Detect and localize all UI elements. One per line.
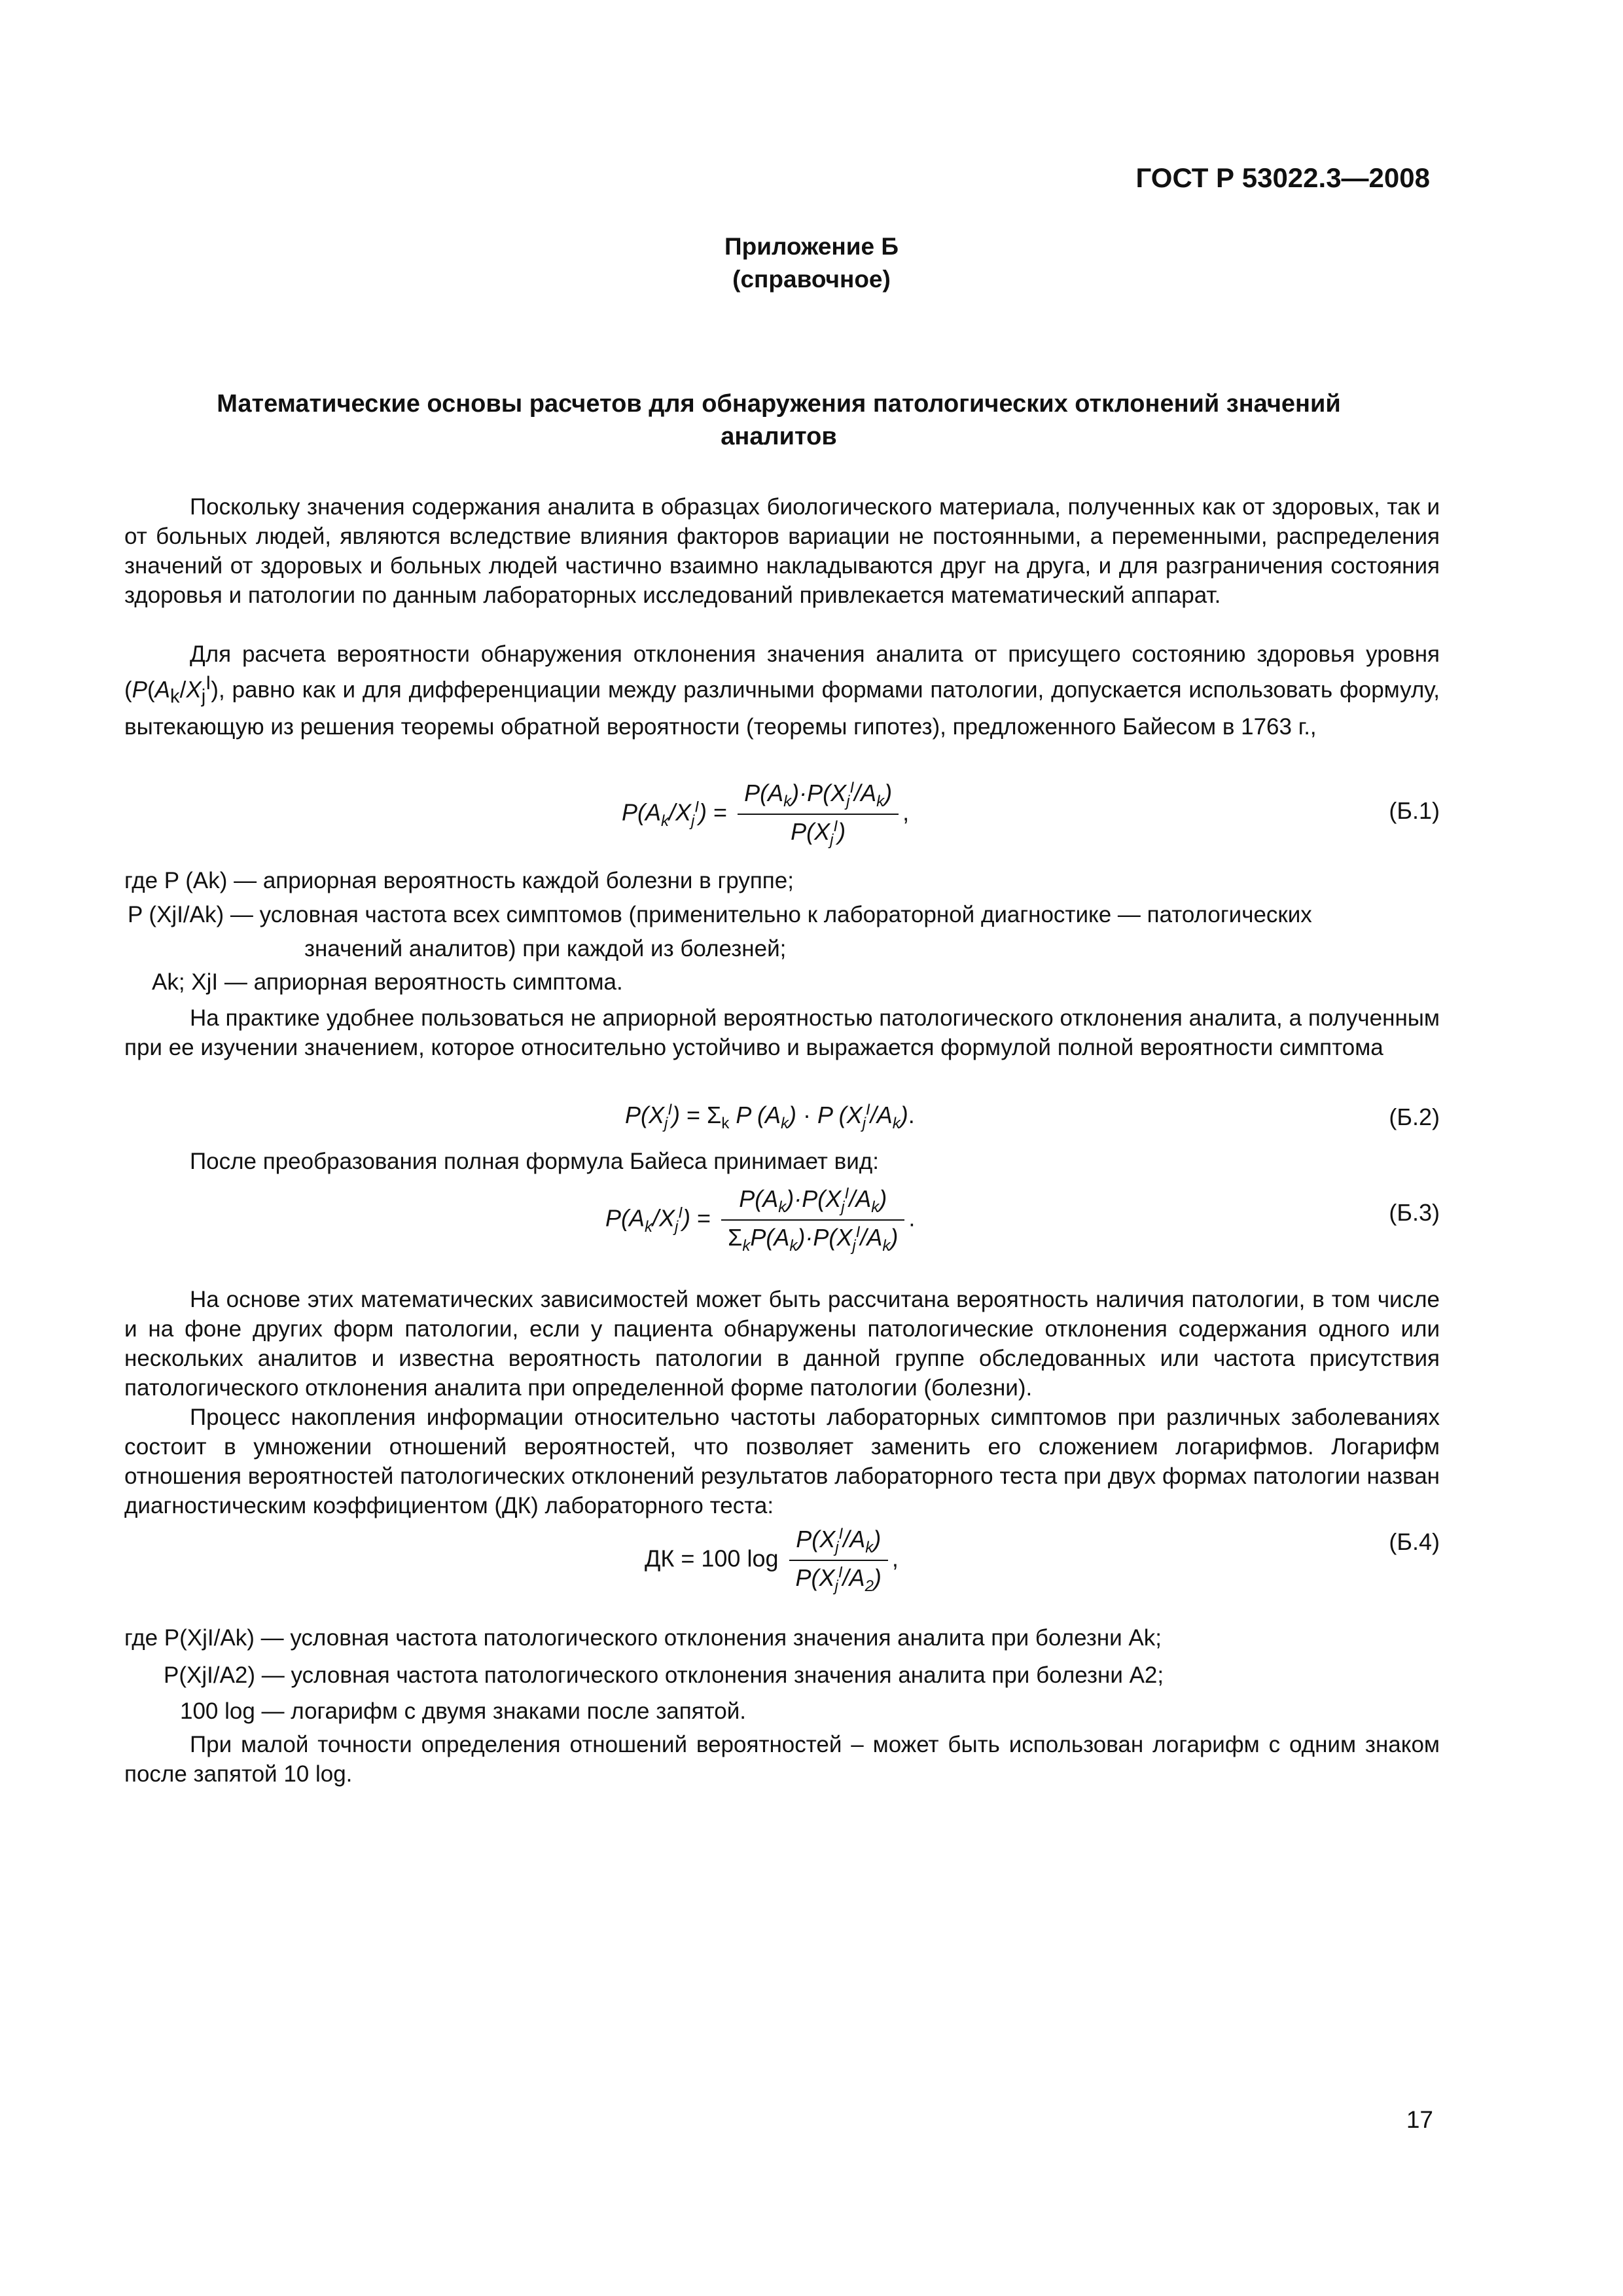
- formula-b4: ДК = 100 log $\frac{P(X_j^I/A_k)}{P(X_j^I/A_2)}$ ,: [645, 1525, 899, 1596]
- equation-number-b4: (Б.4): [1389, 1528, 1440, 1555]
- document-code: ГОСТ Р 53022.3—2008: [1135, 162, 1430, 193]
- section-title: Математические основы расчетов для обнаружения патологических отклонений значений аналитов: [217, 390, 1341, 450]
- paragraph-4: [124, 1147, 1440, 1176]
- formula-b4-fraction: $\frac{P(X_j^I/A_k)}{P(X_j^I/A_2)}$: [789, 1525, 888, 1596]
- paragraph-7-text: При малой точности определения отношений вероятностей – может быть использован логарифм с одним знаком после запятой 10 log.: [124, 1732, 1440, 1787]
- formula-b3: $P(A_k/X_j^I)$ = $\frac{P(A_k)\cdot P(X_j^I/A_k)}{\Sigma_kP(A_k)\cdot P(X_j^I/A_k)}$ .: [605, 1185, 916, 1255]
- paragraph-4-text: После преобразования полная формула Байеса принимает вид:: [190, 1149, 879, 1174]
- where-term-1: где P (Ak) — априорная вероятность каждой болезни в группе;: [124, 868, 794, 893]
- where2-term-2: P(XjI/A2) — условная частота патологического отклонения значения аналита при болезни A2;: [164, 1662, 1164, 1688]
- paragraph-2-start: Для расчета вероятности обнаружения отклонения значения аналита от присущего состоянию здоровья уровня (: [124, 641, 1440, 703]
- appendix-subtitle: (справочное): [732, 266, 891, 293]
- paragraph-5-text: На основе этих математических зависимостей может быть рассчитана вероятность наличия патологии, в том числе и на фоне других форм патологии, если у пациента обнаружены патологические отклонения содержания одного или нескольких аналитов и известна вероятность патологии в данной группе обследованных или частота присутствия патологического отклонения аналита при определенной форме патологии (болезни).: [124, 1287, 1440, 1401]
- paragraph-3-text: На практике удобнее пользоваться не априорной вероятностью патологического отклонения аналита, а полученным при ее изучении значением, которое относительно устойчиво и выражается формулой полной вероятности симптома: [124, 1005, 1440, 1060]
- paragraph-2-text: Для расчета вероятности обнаружения отклонения значения аналита от присущего состоянию здоровья уровня ($P(A_k/X_j^I)$, равно как и для дифференциации между различными формами патологии, допускается использовать формулу, вытекающую из решения теоремы обратной вероятности (теоремы гипотез), предложенного Байесом в 1763 г.,: [124, 641, 1440, 740]
- paragraph-3: [124, 1003, 1440, 1062]
- equation-number-b2: (Б.2): [1389, 1103, 1440, 1130]
- where2-term-3: 100 log — логарифм с двумя знаками после запятой.: [180, 1698, 746, 1724]
- formula-b3-fraction: $\frac{P(A_k)\cdot P(X_j^I/A_k)}{\Sigma_kP(A_k)\cdot P(X_j^I/A_k)}$: [721, 1185, 904, 1255]
- where-term-2-continued: значений аналитов) при каждой из болезней;: [304, 936, 787, 961]
- where-term-3: Ak; XjI — априорная вероятность симптома.: [152, 969, 623, 995]
- paragraph-1-text: Поскольку значения содержания аналита в образцах биологического материала, полученных как от здоровых, так и от больных людей, являются вследствие влияния факторов вариации не постоянными, а переменными, распределения значений от здоровых и больных людей частично взаимно накладываются друг на друга, и для разграничения состояния здоровья и патологии по данным лабораторных исследований привлекается математический аппарат.: [124, 494, 1440, 608]
- paragraph-6-text: Процесс накопления информации относительно частоты лабораторных симптомов при различных заболеваниях состоит в умножении отношений вероятностей, что позволяет заменить его сложением логарифмов. Логарифм отношения вероятностей патологических отклонений результатов лабораторного теста при двух формах патологии назван диагностическим коэффициентом (ДК) лабораторного теста:: [124, 1405, 1440, 1518]
- formula-b2: $P(X_j^I) = \Sigma_k$ P $(A_k) \cdot P$ $(X_j^I/A_k)$.: [625, 1101, 915, 1133]
- appendix-title: Приложение Б: [724, 233, 899, 260]
- paragraph-5: [124, 1285, 1440, 1403]
- where-term-2: P (XjI/Ak) — условная частота всех симптомов (применительно к лабораторной диагностике — патологических: [128, 902, 1312, 927]
- formula-b1-fraction: $\frac{P(A_k)\cdot P(X_j^I/A_k)}{P(X_j^I)}$: [738, 779, 899, 850]
- paragraph-6: [124, 1403, 1440, 1520]
- paragraph-2-end: ), равно как и для дифференциации между различными формами патологии, допускается использовать формулу, вытекающую из решения теоремы обратной вероятности (теоремы гипотез), предложенного Байесом в 1763 г.,: [124, 677, 1440, 740]
- paragraph-2: [124, 639, 1440, 742]
- formula-b1: $P(A_k/X_j^I)$ = $\frac{P(A_k)\cdot P(X_j^I/A_k)}{P(X_j^I)}$ ,: [622, 779, 910, 850]
- where2-term-1: где P(XjI/Ak) — условная частота патологического отклонения значения аналита при болезни Ak;: [124, 1625, 1162, 1651]
- page-number: 17: [1406, 2106, 1433, 2133]
- paragraph-7: [124, 1730, 1440, 1789]
- paragraph-1: [124, 492, 1440, 610]
- equation-number-b1: (Б.1): [1389, 797, 1440, 824]
- formula-b4-lhs: ДК = 100 log: [645, 1545, 779, 1572]
- equation-number-b3: (Б.3): [1389, 1199, 1440, 1226]
